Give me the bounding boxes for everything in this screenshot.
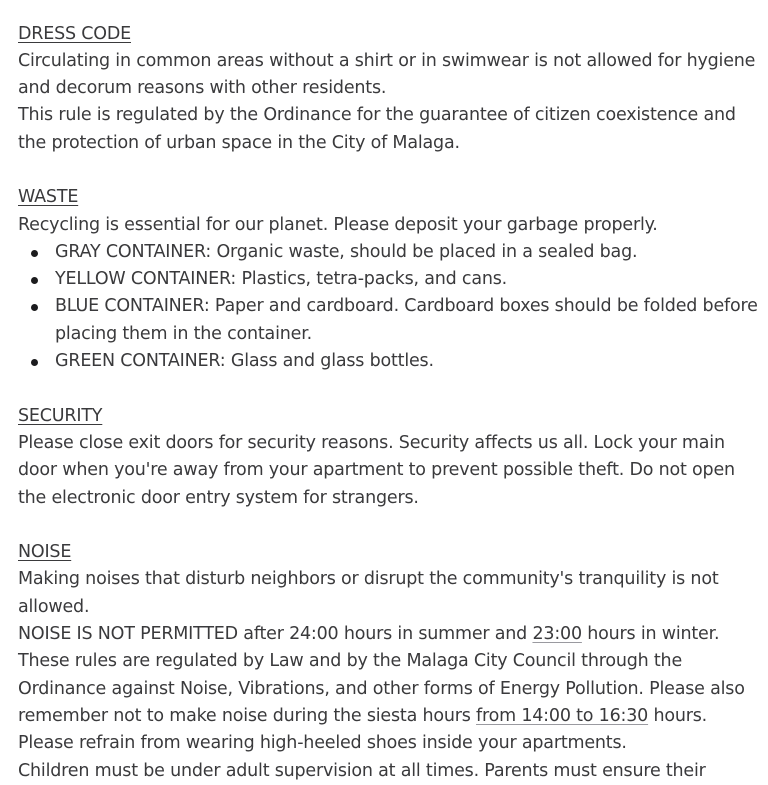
time-link-winter[interactable]: 23:00: [532, 624, 582, 645]
noise-paragraph-2: [18, 621, 763, 648]
list-item-green-container: GREEN CONTAINER: Glass and glass bottles.: [55, 348, 763, 375]
section-spacer: [18, 375, 763, 402]
container-list: [18, 239, 763, 375]
list-item-yellow-container: YELLOW CONTAINER: Plastics, tetra-packs, and cans.: [55, 266, 763, 293]
dress-code-section: [18, 21, 763, 157]
waste-intro: Recycling is essential for our planet. Please deposit your garbage properly.: [18, 214, 658, 235]
noise-text: hours in winter.: [581, 624, 720, 645]
list-item-blue-container: BLUE CONTAINER: Paper and cardboard. Cardboard boxes should be folded before placing them in the container.: [55, 293, 763, 348]
noise-section: [18, 539, 763, 785]
waste-section: [18, 184, 763, 375]
noise-text: hours.: [648, 705, 708, 726]
security-section: [18, 403, 763, 512]
noise-paragraph-4: Please refrain from wearing high-heeled shoes inside your apartments.: [18, 733, 627, 754]
noise-paragraph-3: [18, 648, 763, 730]
dress-code-paragraph-2: This rule is regulated by the Ordinance for the guarantee of citizen coexistence and the protection of urban space in the City of Malaga.: [18, 105, 736, 153]
noise-text: NOISE IS NOT PERMITTED after 24:00 hours in summer and: [18, 624, 533, 645]
noise-text: These rules are regulated by Law and by the Malaga City Council through the Ordinance against Noise, Vibrations, and other forms of Energy Pollution. Please also remember not to make noise during the siesta hours: [18, 651, 745, 726]
dress-code-heading: DRESS CODE: [18, 23, 131, 44]
noise-paragraph-1: Making noises that disturb neighbors or disrupt the community's tranquility is not allowed.: [18, 569, 719, 617]
security-heading: SECURITY: [18, 405, 103, 426]
section-spacer: [18, 157, 763, 184]
house-rules-document: [18, 21, 763, 785]
dress-code-paragraph-1: Circulating in common areas without a shirt or in swimwear is not allowed for hygiene and decorum reasons with other residents.: [18, 50, 756, 99]
time-link-siesta[interactable]: from 14:00 to 16:30: [476, 705, 649, 726]
section-spacer: [18, 512, 763, 539]
list-item-gray-container: GRAY CONTAINER: Organic waste, should be placed in a sealed bag.: [55, 239, 763, 266]
noise-heading: NOISE: [18, 542, 72, 563]
waste-heading: WASTE: [18, 187, 79, 208]
security-paragraph: Please close exit doors for security reasons. Security affects us all. Lock your main door when you're away from your apartment to prevent possible theft. Do not open the electronic door entry system for strangers.: [18, 432, 735, 508]
noise-paragraph-5: Children must be under adult supervision at all times. Parents must ensure their: [18, 760, 706, 781]
